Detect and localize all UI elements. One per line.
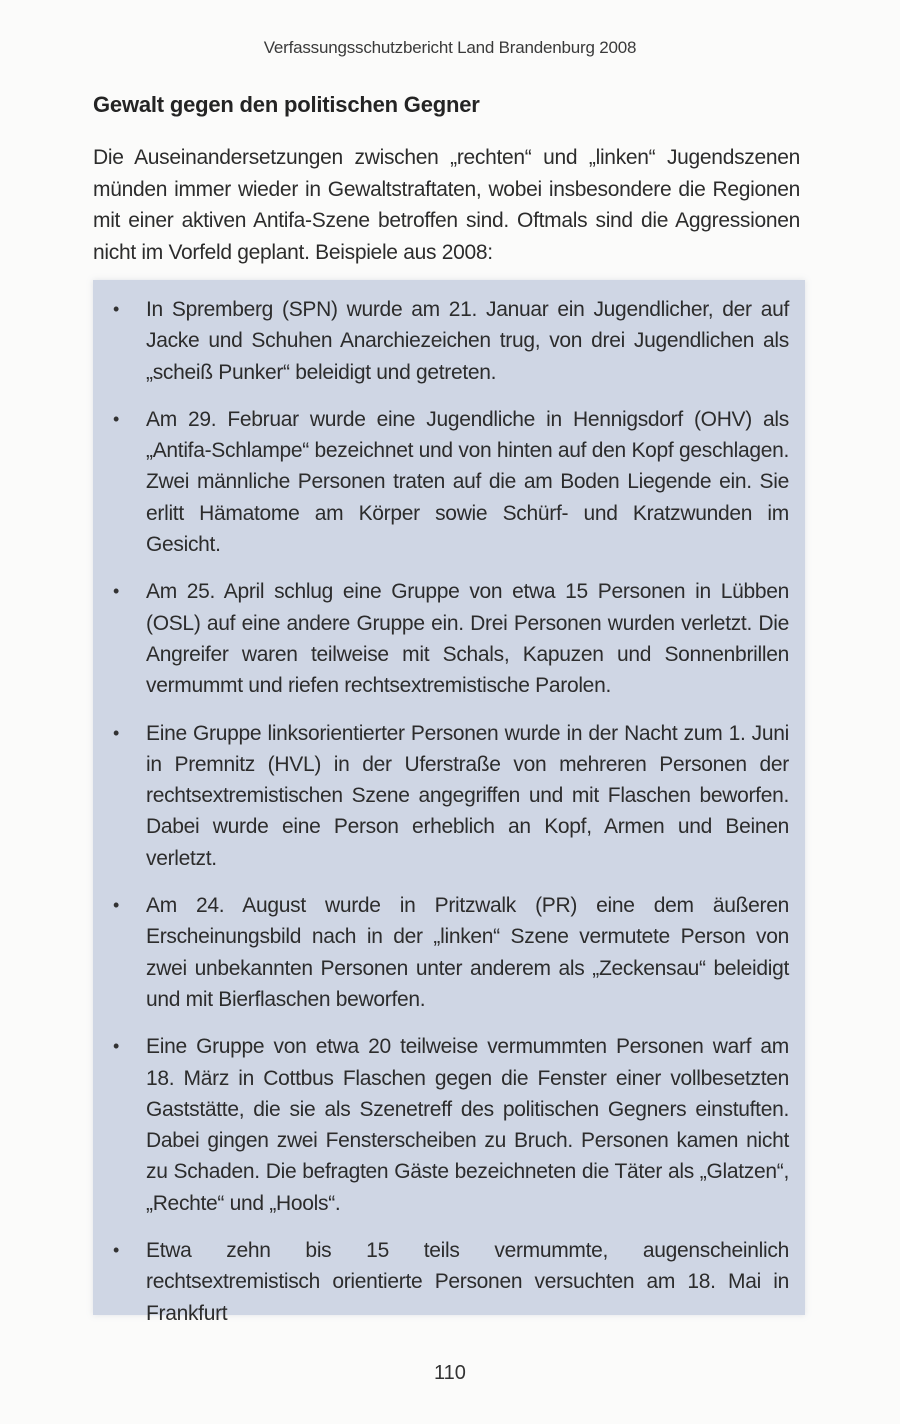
example-item <box>93 890 805 1015</box>
example-text: Eine Gruppe linksorientierter Personen wurde in der Nacht zum 1. Juni in Premnitz (HVL) in der Uferstraße von mehreren Personen der rechtsextremistischen Szene angegriffen und mit Flaschen beworfen. Dabei wurde eine Person erheblich an Kopf, Armen und Beinen verletzt. <box>146 721 789 870</box>
bullet-icon: • <box>112 1036 119 1057</box>
running-header: Verfassungsschutzbericht Land Brandenburg 2008 <box>263 38 637 57</box>
bullet-icon: • <box>112 581 119 602</box>
example-text: Eine Gruppe von etwa 20 teilweise vermummten Personen warf am 18. März in Cottbus Flaschen gegen die Fenster einer vollbesetzten Gaststätte, die sie als Szenetreff des politischen Gegners einstuften. Dabei gingen zwei Fensterscheiben zu Bruch. Personen kamen nicht zu Schaden. Die befragten Gäste bezeichneten die Täter als „Glatzen“, „Rechte“ und „Hools“. <box>146 1035 789 1215</box>
example-text: In Spremberg (SPN) wurde am 21. Januar ein Jugendlicher, der auf Jacke und Schuhen Anarchiezeichen trug, von drei Jugendlichen als „scheiß Punker“ beleidigt und getreten. <box>146 298 789 384</box>
examples-box <box>93 280 805 1325</box>
section-heading: Gewalt gegen den politischen Gegner <box>93 92 480 117</box>
examples-list <box>93 280 805 1329</box>
example-item <box>93 404 805 560</box>
example-text: Am 24. August wurde in Pritzwalk (PR) eine dem äußeren Erscheinungsbild nach in der „linken“ Szene vermutete Person von zwei unbekannten Personen unter anderem als „Zeckensau“ beleidigt und mit Bierflaschen beworfen. <box>146 894 789 1011</box>
bullet-icon: • <box>112 1240 119 1261</box>
bullet-icon: • <box>112 722 119 743</box>
example-item <box>93 1235 805 1329</box>
example-item <box>93 1031 805 1219</box>
bullet-icon: • <box>112 299 119 319</box>
intro-paragraph: Die Auseinandersetzungen zwischen „rechten“ und „linken“ Jugendszenen münden immer wieder in Gewaltstraftaten, wobei insbesondere die Regionen mit einer aktiven Antifa-Szene betroffen sind. Oftmals sind die Aggressionen nicht im Vorfeld geplant. Beispiele aus 2008: <box>93 146 800 264</box>
example-text: Etwa zehn bis 15 teils vermummte, augenscheinlich rechtsextremistisch orientierte Personen versuchten am 18. Mai in Frankfurt <box>146 1239 789 1325</box>
example-item <box>93 294 805 388</box>
bullet-icon: • <box>112 895 119 916</box>
example-item <box>93 718 805 874</box>
page-number: 110 <box>434 1362 466 1384</box>
example-text: Am 29. Februar wurde eine Jugendliche in Hennigsdorf (OHV) als „Antifa-Schlampe“ bezeichnet und von hinten auf den Kopf geschlagen. Zwei männliche Personen traten auf die am Boden Liegende ein. Sie erlitt Hämatome am Körper sowie Schürf- und Kratzwunden im Gesicht. <box>146 407 789 557</box>
example-text: Am 25. April schlug eine Gruppe von etwa 15 Personen in Lübben (OSL) auf eine andere Gruppe ein. Drei Personen wurden verletzt. Die Angreifer waren teilweise mit Schals, Kapuzen und Sonnenbrillen vermummt und riefen rechtsextremistische Parolen. <box>146 580 789 698</box>
bullet-icon: • <box>112 408 119 429</box>
example-item <box>93 576 805 701</box>
